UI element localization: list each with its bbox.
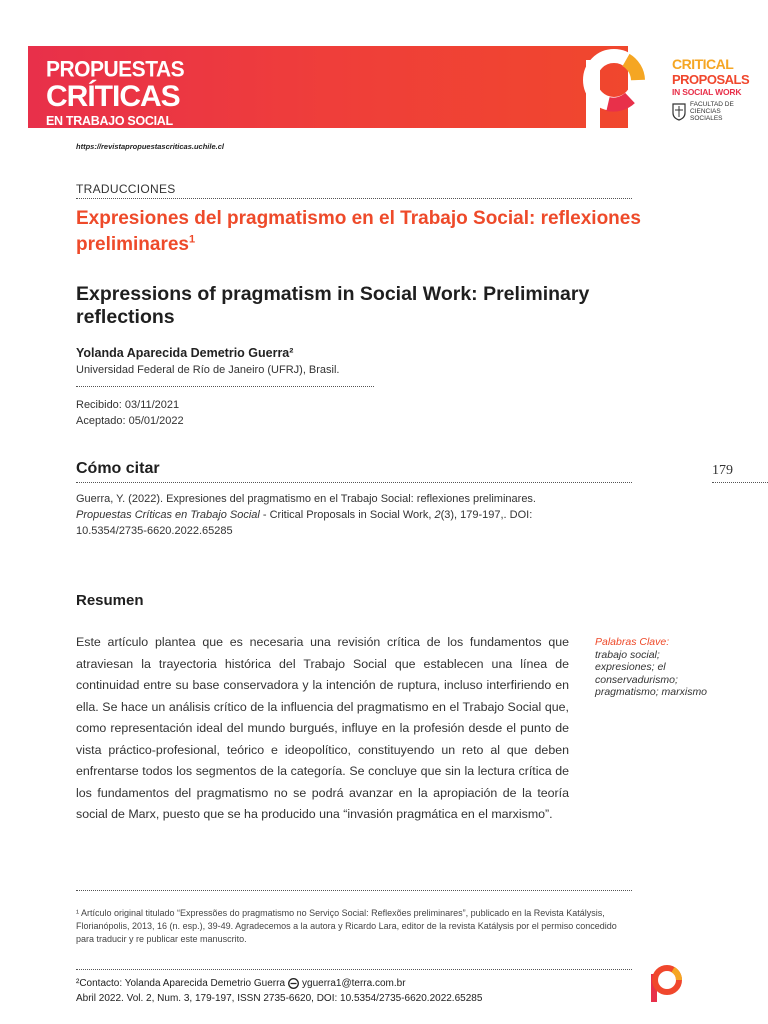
critical-proposals-logo [672, 56, 749, 97]
title-es-text: Expresiones del pragmatismo en el Trabajo Social: reflexiones preliminares [76, 208, 641, 255]
logo-line-1: PROPUESTAS [46, 57, 185, 82]
university-logo [672, 102, 734, 122]
keywords-label: Palabras Clave: [595, 636, 670, 648]
contact-email-link[interactable]: yguerra1@terra.com.br [302, 978, 406, 989]
university-shield-icon [672, 103, 686, 121]
citation-volume: 2 [434, 508, 441, 521]
page-number: 179 [712, 463, 733, 478]
issue-info: Abril 2022. Vol. 2, Num. 3, 179-197, ISSN 2735-6620, DOI: 10.5354/2735-6620.2022.65285 [76, 993, 483, 1004]
uc-line-2: CIENCIAS [690, 107, 721, 115]
cp-line-1: CRITICAL [672, 56, 734, 72]
journal-logo [46, 58, 184, 128]
author-affiliation: Universidad Federal de Río de Janeiro (UFRJ), Brasil. [76, 364, 340, 376]
divider [76, 198, 632, 199]
footnote-ref-1[interactable]: 1 [189, 233, 196, 246]
divider [76, 969, 632, 970]
title-spanish [76, 206, 676, 257]
section-label: TRADUCCIONES [76, 182, 176, 196]
citation-journal: Propuestas Críticas en Trabajo Social [76, 508, 260, 521]
citation-part: - Critical Proposals in Social Work, [259, 508, 435, 521]
cp-line-3: IN SOCIAL WORK [672, 87, 742, 97]
logo-line-2: CRÍTICAS [46, 80, 180, 113]
journal-url-link[interactable]: https://revistapropuestascriticas.uchile.cl [76, 142, 224, 151]
pc-logo-icon [578, 48, 650, 130]
divider [712, 482, 768, 483]
citation-part: Guerra, Y. (2022). Expresiones del pragmatismo en el Trabajo Social: reflexiones preliminares. [76, 493, 536, 505]
pc-small-logo-icon [645, 960, 687, 1002]
divider [76, 482, 632, 483]
citation-heading: Cómo citar [76, 460, 160, 477]
email-icon [288, 978, 299, 989]
divider [76, 890, 632, 891]
keywords [595, 636, 715, 699]
author-name: Yolanda Aparecida Demetrio Guerra² [76, 346, 294, 360]
divider [76, 386, 374, 387]
logo-line-3: EN TRABAJO SOCIAL [46, 114, 173, 128]
title-english: Expressions of pragmatism in Social Work: Preliminary reflections [76, 283, 590, 329]
cp-line-2: PROPOSALS [672, 72, 750, 87]
uc-line-1: FACULTAD DE [690, 101, 734, 108]
citation-part: (3), 179-197,. DOI: 10.5354/2735-6620.2022.65285 [76, 508, 533, 537]
citation-text [76, 492, 546, 540]
abstract-text: Este artículo plantea que es necesaria una revisión crítica de los fundamentos que atraviesan la trayectoria histórica del Trabajo Social que establecen una línea de continuidad entre su base conservadora y la intención de ruptura, incluso interfiriendo en ella. Se hace un análisis crítico de la influencia del pragmatismo en el Trabajo Social que, como representación ideal del mundo burgués, influye en la profesión desde el punto de vista práctico-profesional, teórico e ideopolítico, constituyendo un reto al que deben enfrentarse todos los segmentos de la categoría. Se concluye que sin la lectura crítica de los fundamentos del pragmatismo no se podrá avanzar en la apropiación de la teoría social de Marx, puesto que se ha producido una “invasión pragmática en el marxismo”. [76, 635, 569, 821]
contact-line [76, 978, 406, 989]
keywords-values: trabajo social; expresiones; el conservadurismo; pragmatismo; marxismo [595, 648, 708, 699]
contact-name: ²Contacto: Yolanda Aparecida Demetrio Guerra [76, 978, 286, 989]
abstract-heading: Resumen [76, 592, 144, 609]
accepted-date: Aceptado: 05/01/2022 [76, 415, 184, 427]
uc-line-3: SOCIALES [690, 114, 723, 122]
received-date: Recibido: 03/11/2021 [76, 399, 180, 411]
footnote: ¹ Artículo original titulado “Expressões do pragmatismo no Serviço Social: Reflexões preliminares”, publicado en la Revista Katálysis, Florianópolis, 2013, 16 (n. esp.), 39-49. Agradecemos a la autora y Ricardo Lara, editor de la revista Katálysis por el permiso concedido para traducir y re publicar este manuscrito. [76, 908, 617, 944]
